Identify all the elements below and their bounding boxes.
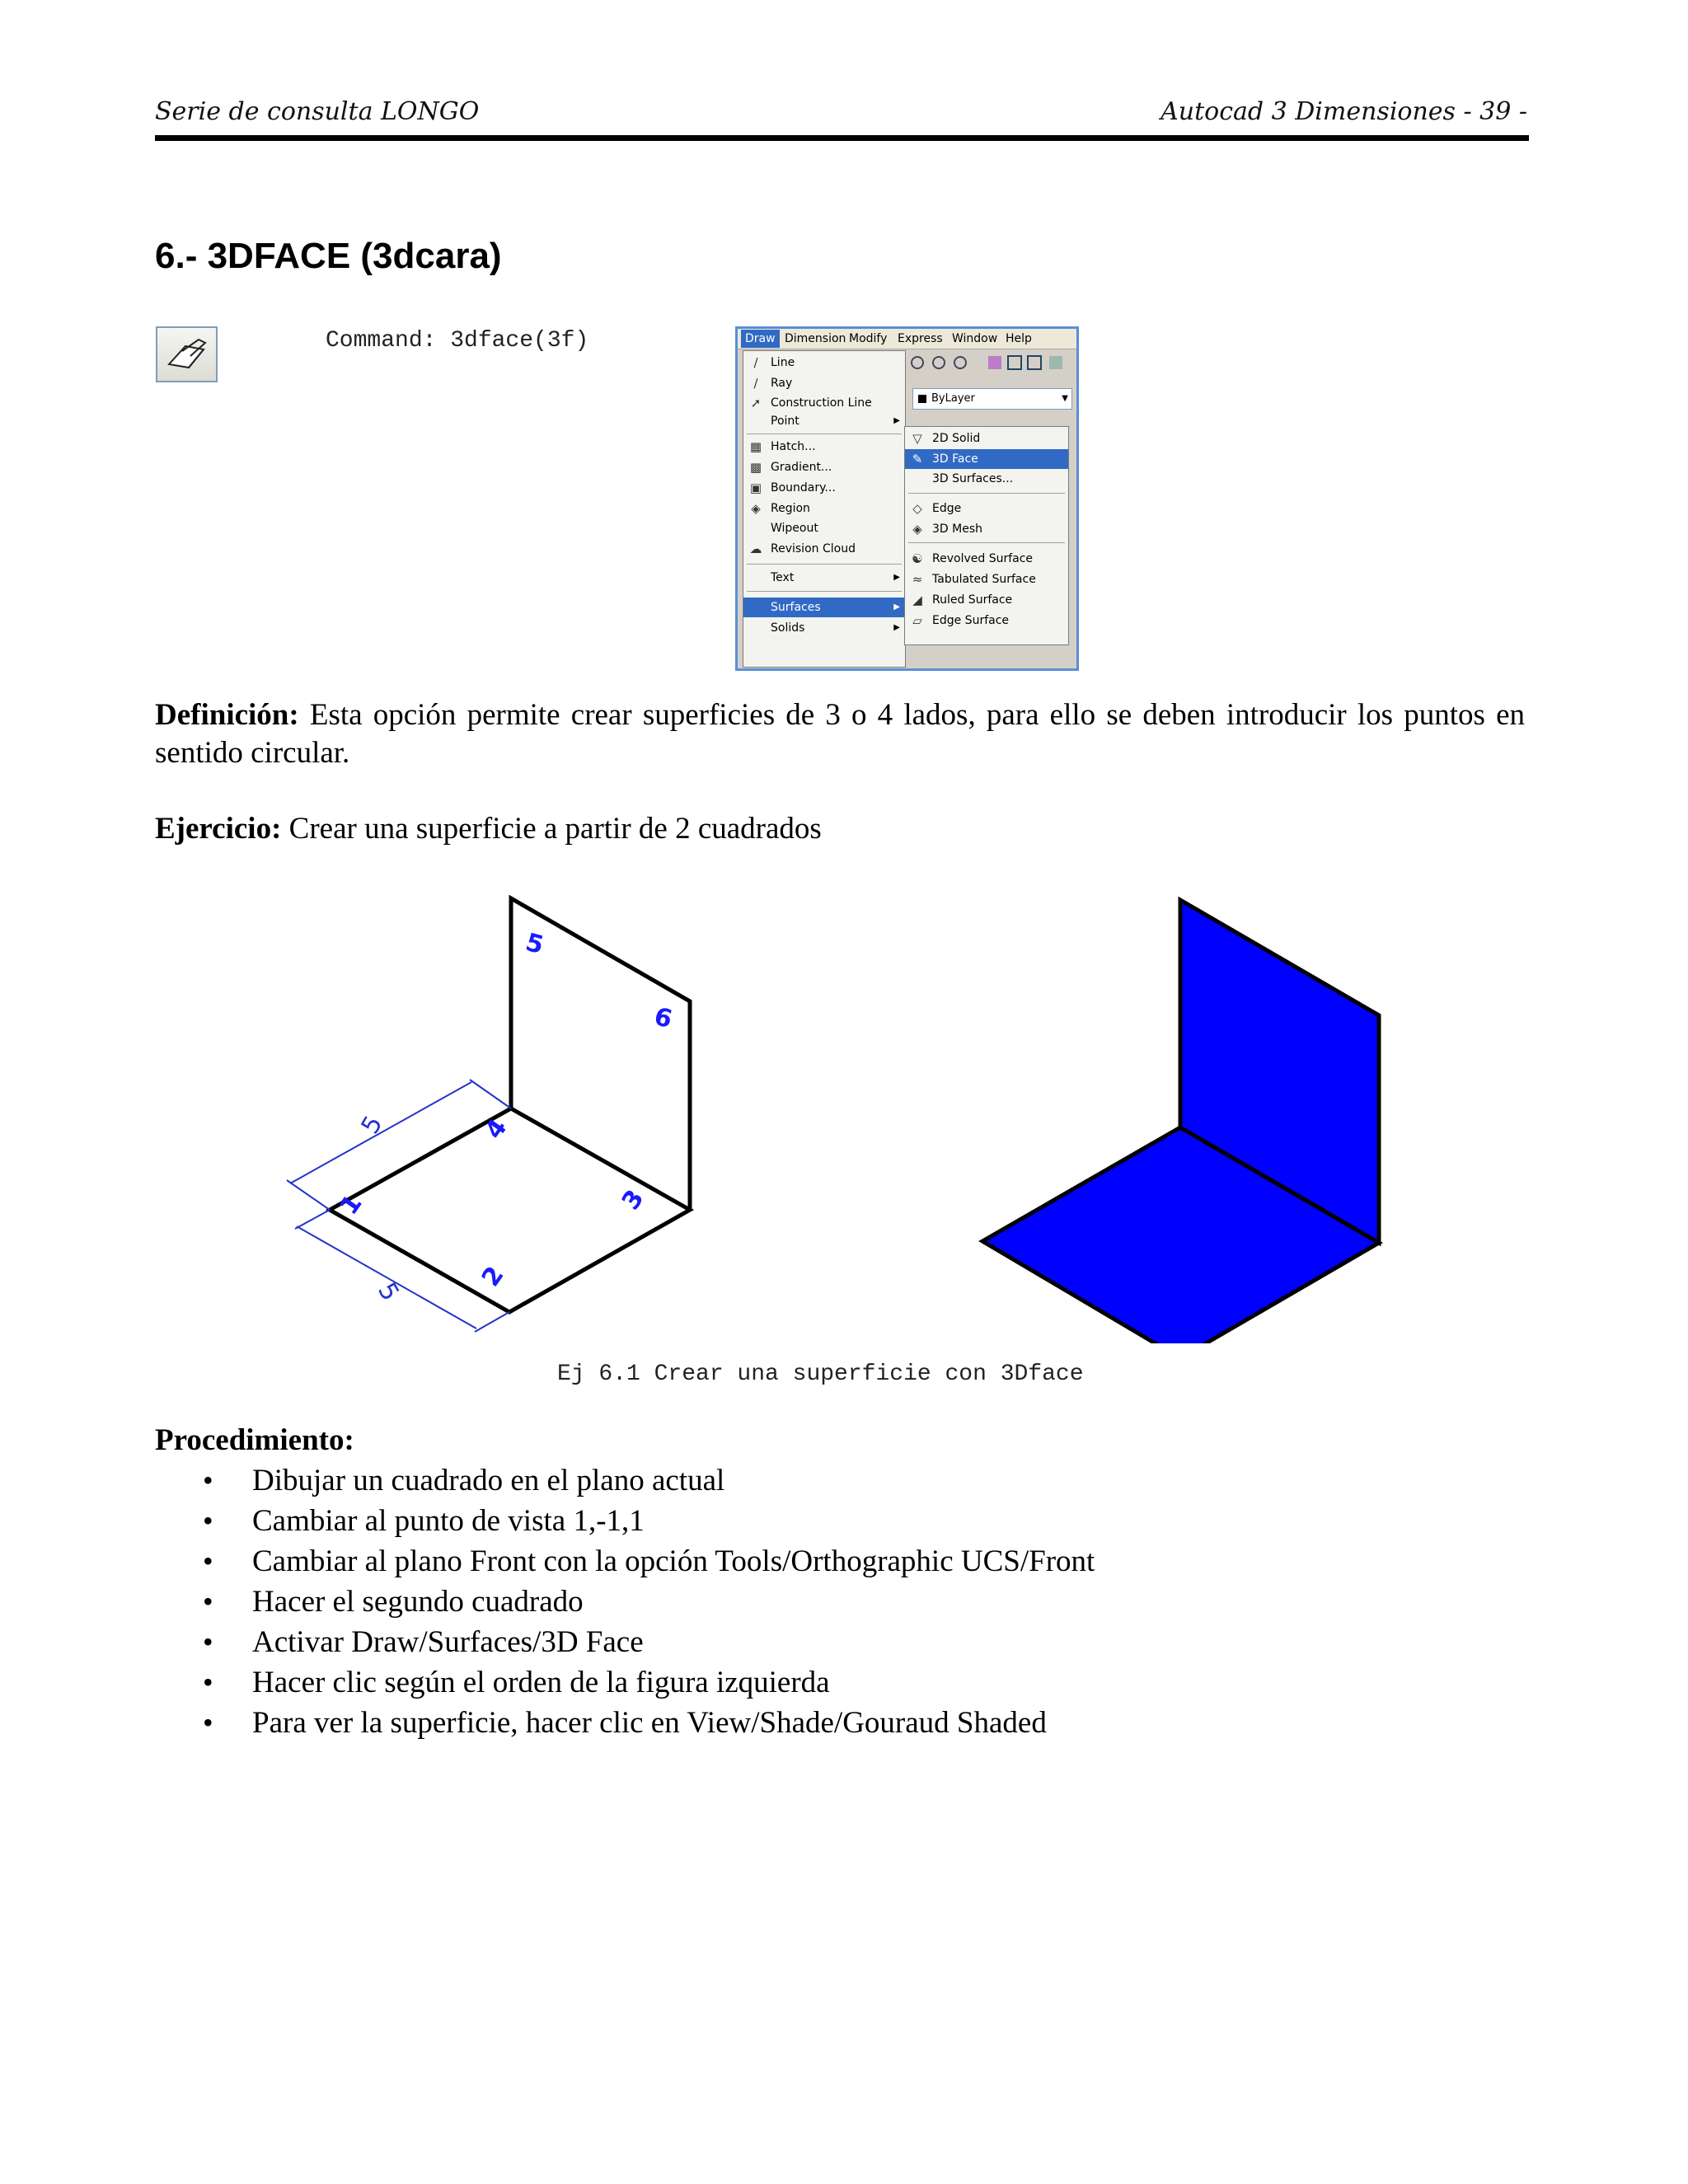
menubar bbox=[738, 329, 1076, 349]
menu-separator bbox=[908, 542, 1065, 543]
menu-item-3d-mesh[interactable]: ◈ 3D Mesh bbox=[905, 519, 1068, 539]
menu-item-construction-line[interactable]: ➚ Construction Line bbox=[743, 393, 905, 413]
list-item: • Dibujar un cuadrado en el plano actual bbox=[155, 1460, 1095, 1501]
menu-item-tabulated-surface[interactable]: ≈ Tabulated Surface bbox=[905, 569, 1068, 589]
point-label-3: 3 bbox=[616, 1184, 650, 1216]
point-label-5: 5 bbox=[522, 927, 547, 961]
list-item: • Cambiar al plano Front con la opción Tools/Orthographic UCS/Front bbox=[155, 1541, 1095, 1582]
command-text: Command: 3dface(3f) bbox=[326, 328, 589, 354]
menu-item-solids[interactable]: Solids ▶ bbox=[743, 618, 905, 638]
menubar-modify[interactable]: Modify bbox=[849, 332, 888, 345]
menu-item-edge[interactable]: ◇ Edge bbox=[905, 499, 1068, 518]
menu-item-hatch[interactable]: ▦ Hatch... bbox=[749, 439, 816, 454]
3d-face-icon: ✎ bbox=[912, 452, 923, 466]
procedure-steps bbox=[155, 1460, 1095, 1743]
point-label-2: 2 bbox=[476, 1261, 510, 1292]
surfaces-submenu bbox=[904, 426, 1069, 645]
dimension-label-left: 5 bbox=[355, 1110, 389, 1139]
3dface-glyph-icon bbox=[157, 328, 216, 381]
point-label-1: 1 bbox=[334, 1189, 368, 1221]
3dface-tool-icon[interactable] bbox=[156, 326, 218, 382]
procedure-title: Procedimiento: bbox=[155, 1423, 354, 1457]
3dface-exercise-figure bbox=[247, 882, 1442, 1343]
toolbar-strip bbox=[907, 352, 1072, 373]
shaded-drawing bbox=[982, 900, 1379, 1343]
menu-separator bbox=[747, 591, 902, 592]
menu-item-boundary[interactable]: ▣ Boundary... bbox=[749, 480, 836, 495]
menu-item-wipeout[interactable]: Wipeout bbox=[771, 522, 818, 535]
definition-paragraph bbox=[155, 696, 1525, 772]
menubar-draw[interactable]: Draw bbox=[741, 330, 780, 348]
line-icon: ∕ bbox=[753, 355, 758, 370]
point-label-6: 6 bbox=[650, 1001, 676, 1035]
chevron-down-icon: ▼ bbox=[1062, 394, 1068, 403]
draw-menu bbox=[743, 350, 906, 668]
2d-solid-icon: ▽ bbox=[912, 431, 922, 446]
menu-item-region[interactable]: ◈ Region bbox=[743, 499, 905, 518]
exercise-paragraph bbox=[155, 810, 1525, 848]
point-label-4: 4 bbox=[479, 1113, 513, 1145]
autocad-menu-screenshot bbox=[735, 326, 1079, 671]
menu-item-gradient[interactable]: ▩ Gradient... bbox=[749, 460, 832, 475]
menu-item-point[interactable]: Point ▶ bbox=[743, 411, 905, 431]
menu-item-revision-cloud[interactable]: ☁ Revision Cloud bbox=[749, 541, 856, 556]
menu-item-2d-solid[interactable]: ▽ 2D Solid bbox=[905, 429, 1068, 448]
section-title: 6.- 3DFACE (3dcara) bbox=[155, 236, 502, 276]
menu-item-surfaces[interactable]: Surfaces ▶ bbox=[743, 598, 905, 617]
layer-dropdown[interactable] bbox=[912, 388, 1072, 410]
list-item: • Activar Draw/Surfaces/3D Face bbox=[155, 1622, 1095, 1662]
menubar-express[interactable]: Express bbox=[898, 332, 943, 345]
ruled-surface-icon: ◢ bbox=[912, 593, 922, 607]
toolbar-icons bbox=[907, 352, 1072, 373]
menubar-dimension[interactable]: Dimension bbox=[785, 332, 846, 345]
layer-dropdown-value: ByLayer bbox=[931, 392, 975, 405]
revision-cloud-icon: ☁ bbox=[749, 541, 762, 556]
list-item: • Hacer clic según el orden de la figura izquierda bbox=[155, 1662, 1095, 1703]
figure-caption: Ej 6.1 Crear una superficie con 3Dface bbox=[557, 1361, 1084, 1387]
construction-line-icon: ➚ bbox=[750, 396, 762, 410]
menu-separator bbox=[908, 493, 1065, 494]
submenu-arrow-icon: ▶ bbox=[893, 416, 900, 425]
menubar-window[interactable]: Window bbox=[952, 332, 998, 345]
submenu-arrow-icon: ▶ bbox=[893, 623, 900, 632]
menu-item-ray[interactable]: ∕ Ray bbox=[743, 373, 905, 393]
3d-mesh-icon: ◈ bbox=[912, 522, 922, 537]
menu-separator bbox=[747, 564, 902, 565]
exercise-label: Ejercicio: bbox=[155, 812, 282, 846]
revolved-surface-icon: ☯ bbox=[912, 551, 923, 566]
wireframe-drawing bbox=[287, 898, 690, 1332]
exercise-text: Crear una superficie a partir de 2 cuadrados bbox=[281, 812, 822, 846]
menu-item-revolved-surface[interactable]: ☯ Revolved Surface bbox=[905, 549, 1068, 569]
gradient-icon: ▩ bbox=[749, 460, 762, 475]
tabulated-surface-icon: ≈ bbox=[912, 572, 923, 587]
edge-icon: ◇ bbox=[912, 501, 922, 516]
definition-label: Definición: bbox=[155, 698, 299, 732]
menu-item-edge-surface[interactable]: ▱ Edge Surface bbox=[905, 611, 1068, 630]
region-icon: ◈ bbox=[751, 501, 761, 516]
ray-icon: ∕ bbox=[753, 376, 758, 391]
header-page-info: Autocad 3 Dimensiones - 39 - bbox=[1160, 97, 1527, 126]
boundary-icon: ▣ bbox=[749, 480, 762, 495]
menu-item-3d-surfaces[interactable]: 3D Surfaces... bbox=[932, 472, 1014, 485]
submenu-arrow-icon: ▶ bbox=[893, 573, 900, 582]
list-item: • Hacer el segundo cuadrado bbox=[155, 1582, 1095, 1622]
definition-text: Esta opción permite crear superficies de 3 o 4 lados, para ello se deben introducir los puntos en sentido circular. bbox=[155, 698, 1525, 770]
hatch-icon: ▦ bbox=[749, 439, 762, 454]
header-series-title: Serie de consulta LONGO bbox=[155, 97, 480, 126]
menu-item-line[interactable]: ∕ Line bbox=[743, 353, 905, 373]
menubar-help[interactable]: Help bbox=[1006, 332, 1032, 345]
dimension-label-right: 5 bbox=[372, 1277, 405, 1306]
menu-item-text[interactable]: Text ▶ bbox=[743, 568, 905, 588]
menu-item-3d-face[interactable]: ✎ 3D Face bbox=[905, 449, 1068, 469]
list-item: • Para ver la superficie, hacer clic en View/Shade/Gouraud Shaded bbox=[155, 1703, 1095, 1743]
list-item: • Cambiar al punto de vista 1,-1,1 bbox=[155, 1501, 1095, 1541]
header-rule bbox=[155, 135, 1529, 141]
edge-surface-icon: ▱ bbox=[912, 613, 922, 628]
submenu-arrow-icon: ▶ bbox=[893, 602, 900, 612]
menu-item-ruled-surface[interactable]: ◢ Ruled Surface bbox=[905, 590, 1068, 610]
layer-color-swatch bbox=[918, 395, 926, 403]
